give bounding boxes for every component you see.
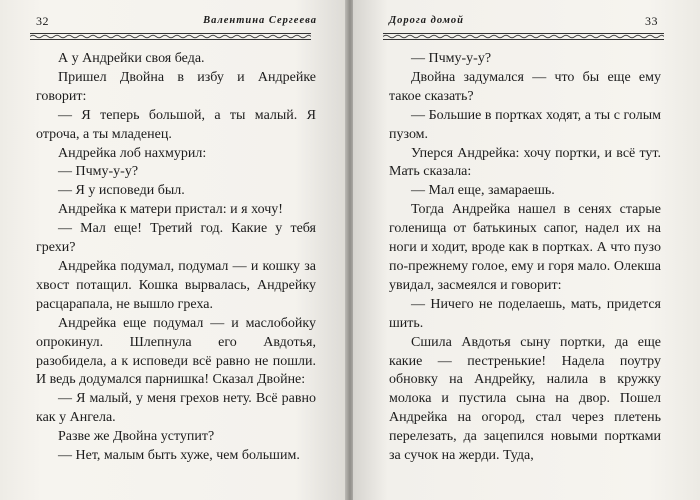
- paragraph: — Я малый, у меня грехов нету. Всё равно как у Ангела.: [36, 391, 316, 426]
- paragraph: — Пчму-у-у?: [411, 51, 492, 66]
- paragraph: Двойна задумался — что бы еще ему такое сказать?: [389, 69, 661, 104]
- left-body-text: [36, 50, 316, 466]
- paragraph: — Я теперь большой, а ты малый. Я отроча, а ты младенец.: [36, 107, 316, 142]
- paragraph: — Мал еще! Третий год. Какие у тебя грехи?: [36, 221, 316, 256]
- paragraph: А у Андрейки своя беда.: [58, 51, 205, 66]
- paragraph: — Пчму-у-у?: [58, 164, 139, 180]
- left-page: [0, 0, 347, 500]
- right-page: [353, 0, 700, 500]
- paragraph: Андрейка подумал, подумал — и кошку за хвост потащил. Кошка вырвалась, Андрейку расцарапала, не вышло греха.: [36, 258, 316, 312]
- paragraph: — Мал еще, замараешь.: [411, 183, 555, 199]
- paragraph: Андрейка лоб нахмурил:: [58, 145, 207, 161]
- ornament-border: [30, 33, 311, 40]
- paragraph: Разве же Двойна уступит?: [58, 429, 215, 445]
- left-running-head: [36, 14, 317, 30]
- paragraph: Андрейка к матери пристал: и я хочу!: [58, 202, 283, 218]
- page-number: 32: [36, 14, 49, 28]
- running-head-author: Валентина Сергеева: [203, 15, 317, 26]
- paragraph: Андрейка еще подумал — и маслобойку опрокинул. Шлепнула его Авдотья, разобидела, а к исповеди всё равно не пошли. И ведь додумался парнишка! Сказал Двойне:: [36, 315, 316, 388]
- right-body-text: [389, 50, 661, 466]
- paragraph: Пришел Двойна в избу и Андрейке говорит:: [36, 69, 316, 104]
- paragraph: — Ничего не поделаешь, мать, придется шить.: [389, 296, 661, 331]
- right-running-head: [389, 14, 658, 30]
- paragraph: — Нет, малым быть хуже, чем большим.: [58, 448, 300, 464]
- paragraph: — Большие в портках ходят, а ты с голым пузом.: [389, 107, 661, 142]
- paragraph: Уперся Андрейка: хочу портки, и всё тут. Мать сказала:: [389, 145, 661, 180]
- paragraph: Сшила Авдотья сыну портки, да еще какие — пестренькие! Надела поутру обновку на Андрейку, налила в кружку молока и пустила сына на двор. Пошел Андрейка на огород, стал через плетень перелезать, да зацепился новыми портками за сучок на жерди. Туда,: [389, 334, 661, 464]
- page-number: 33: [645, 14, 658, 28]
- paragraph: — Я у исповеди был.: [58, 183, 185, 199]
- running-head-book-title: Дорога домой: [389, 15, 465, 26]
- paragraph: Тогда Андрейка нашел в сенях старые голенища от батькиных сапог, надел их на ноги и ходит, вроде как в портках. А что пузо по-прежнему голое, ему и горя мало. Олекша увидал, засмеялся и говорит:: [389, 202, 661, 293]
- ornament-border: [383, 33, 664, 40]
